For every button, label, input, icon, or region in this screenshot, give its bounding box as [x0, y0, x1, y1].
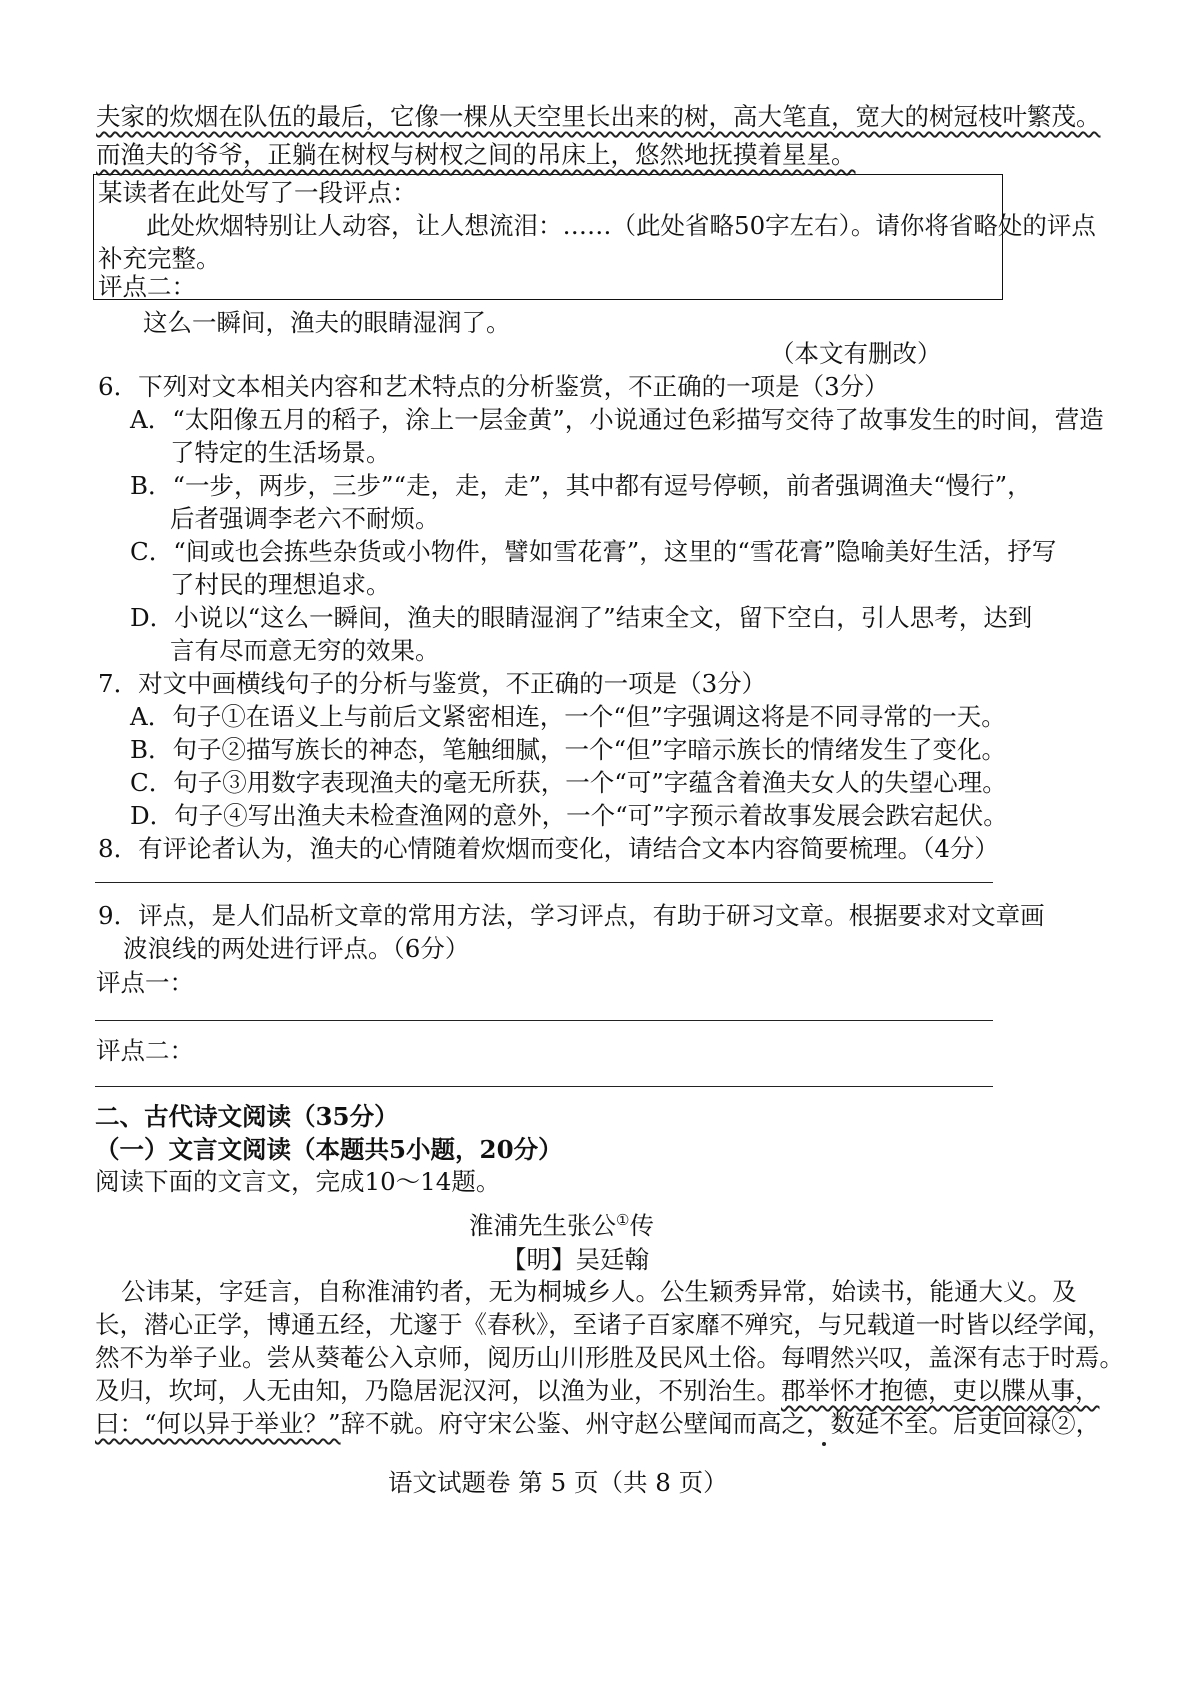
passage-line-1-text: 公讳某，字廷言，自称淮浦钓者，无为桐城乡人。公生颖秀异常，始读书，能通大义。及	[121, 1277, 1077, 1306]
q6-option-c-line-1: C．“间或也会拣些杂货或小物件，譬如雪花膏”，这里的“雪花膏”隐喻美好生活，抒写	[130, 537, 1057, 566]
section-2-subtitle: （一）文言文阅读（本题共5小题，20分）	[95, 1135, 563, 1164]
passage-title-note: ①	[616, 1210, 630, 1229]
passage-line-5-wavy: 曰：“何以异于举业？”	[95, 1409, 341, 1438]
q9-comment-1-line[interactable]	[95, 1020, 993, 1021]
passage-title	[469, 1209, 654, 1243]
passage-author: 【明】吴廷翰	[502, 1245, 649, 1274]
story-end: 这么一瞬间，渔夫的眼睛湿润了。	[143, 308, 511, 337]
passage-line-2: 长，潜心正学，博通五经，尤邃于《春秋》，至诸子百家靡不殚究，与兄载道一时皆以经学闻，	[95, 1310, 1112, 1339]
wavy-line-2: 而渔夫的爷爷，正躺在树杈与树杈之间的吊床上，悠然地抚摸着星星。	[96, 140, 856, 169]
q7-option-c: C．句子③用数字表现渔夫的毫无所获，一个“可”字蕴含着渔夫女人的失望心理。	[130, 768, 1007, 797]
q6-option-b-line-1: B．“一步，两步，三步”“走，走，走”，其中都有逗号停顿，前者强调渔夫“慢行”，	[130, 471, 1032, 500]
wavy-line-1: 夫家的炊烟在队伍的最后，它像一棵从天空里长出来的树，高大笔直，宽大的树冠枝叶繁茂。	[96, 102, 1101, 131]
comment-box-line-4: 评点二：	[98, 272, 196, 301]
passage-line-4	[95, 1374, 1100, 1408]
q6-option-c-line-2: 了村民的理想追求。	[170, 570, 391, 599]
q7-option-b: B．句子②描写族长的神态，笔触细腻，一个“但”字暗示族长的情绪发生了变化。	[130, 735, 1007, 764]
q6-stem: 6．下列对文本相关内容和艺术特点的分析鉴赏，不正确的一项是（3分）	[98, 372, 889, 401]
passage-line-4-wavy: 郡举怀才抱德，吏以牒从事，	[781, 1376, 1100, 1405]
page-footer: 语文试题卷 第 5 页（共 8 页）	[388, 1468, 728, 1497]
q7-option-a: A．句子①在语义上与前后文紧密相连，一个“但”字强调这将是不同寻常的一天。	[130, 702, 1006, 731]
comment-box-line-2: 此处炊烟特别让人动容，让人想流泪：……（此处省略50字左右）。请你将省略处的评点	[146, 211, 1096, 240]
section-2-instruction: 阅读下面的文言文，完成10～14题。	[95, 1167, 501, 1196]
q8-answer-line[interactable]	[95, 882, 993, 883]
q7-option-d: D．句子④写出渔夫未检查渔网的意外，一个“可”字预示着故事发展会跌宕起伏。	[130, 801, 1008, 830]
source-note: （本文有删改）	[770, 339, 942, 368]
q7-stem: 7．对文中画横线句子的分析与鉴赏，不正确的一项是（3分）	[98, 669, 767, 698]
passage-title-end: 传	[629, 1211, 654, 1240]
q6-option-d-line-2: 言有尽而意无穷的效果。	[170, 636, 440, 665]
q9-comment-1-label: 评点一：	[96, 968, 194, 997]
q8-stem: 8．有评论者认为，渔夫的心情随着炊烟而变化，请结合文本内容简要梳理。（4分）	[98, 834, 999, 863]
q6-option-d-line-1: D．小说以“这么一瞬间，渔夫的眼睛湿润了”结束全文，留下空白，引人思考，达到	[130, 603, 1033, 632]
q9-stem-line-2: 波浪线的两处进行评点。（6分）	[123, 934, 470, 963]
comment-box-line-3: 补充完整。	[98, 244, 221, 273]
comment-box-line-1: 某读者在此处写了一段评点：	[98, 178, 417, 207]
passage-line-4-plain: 及归，坎坷，人无由知，乃隐居泥汉河，以渔为业，不别治生。	[95, 1376, 781, 1405]
q9-comment-2-label: 评点二：	[96, 1036, 194, 1065]
passage-line-5-end: ，	[1075, 1409, 1101, 1438]
q9-comment-2-line[interactable]	[95, 1086, 993, 1087]
section-2-title: 二、古代诗文阅读（35分）	[95, 1102, 399, 1131]
q9-stem-line-1: 9．评点，是人们品析文章的常用方法，学习评点，有助于研习文章。根据要求对文章画	[98, 901, 1045, 930]
emphasis-dot	[822, 1442, 826, 1446]
q6-option-a-line-2: 了特定的生活场景。	[170, 438, 391, 467]
passage-title-text: 淮浦先生张公	[469, 1211, 616, 1240]
q6-option-b-line-2: 后者强调李老六不耐烦。	[170, 504, 440, 533]
q6-option-a-line-1: A．“太阳像五月的稻子，涂上一层金黄”，小说通过色彩描写交待了故事发生的时间，营造	[130, 405, 1104, 434]
passage-line-3: 然不为举子业。尝从葵菴公入京师，阅历山川形胜及民风土俗。每喟然兴叹，盖深有志于时焉。	[95, 1343, 1124, 1372]
passage-line-5-plain: 辞不就。府守宋公鉴、州守赵公壁闻而高之，数延不至。后吏回禄	[340, 1409, 1052, 1438]
passage-line-5	[95, 1407, 1100, 1441]
passage-line-5-note: ②	[1051, 1409, 1076, 1438]
passage-line-1	[95, 1275, 1077, 1309]
